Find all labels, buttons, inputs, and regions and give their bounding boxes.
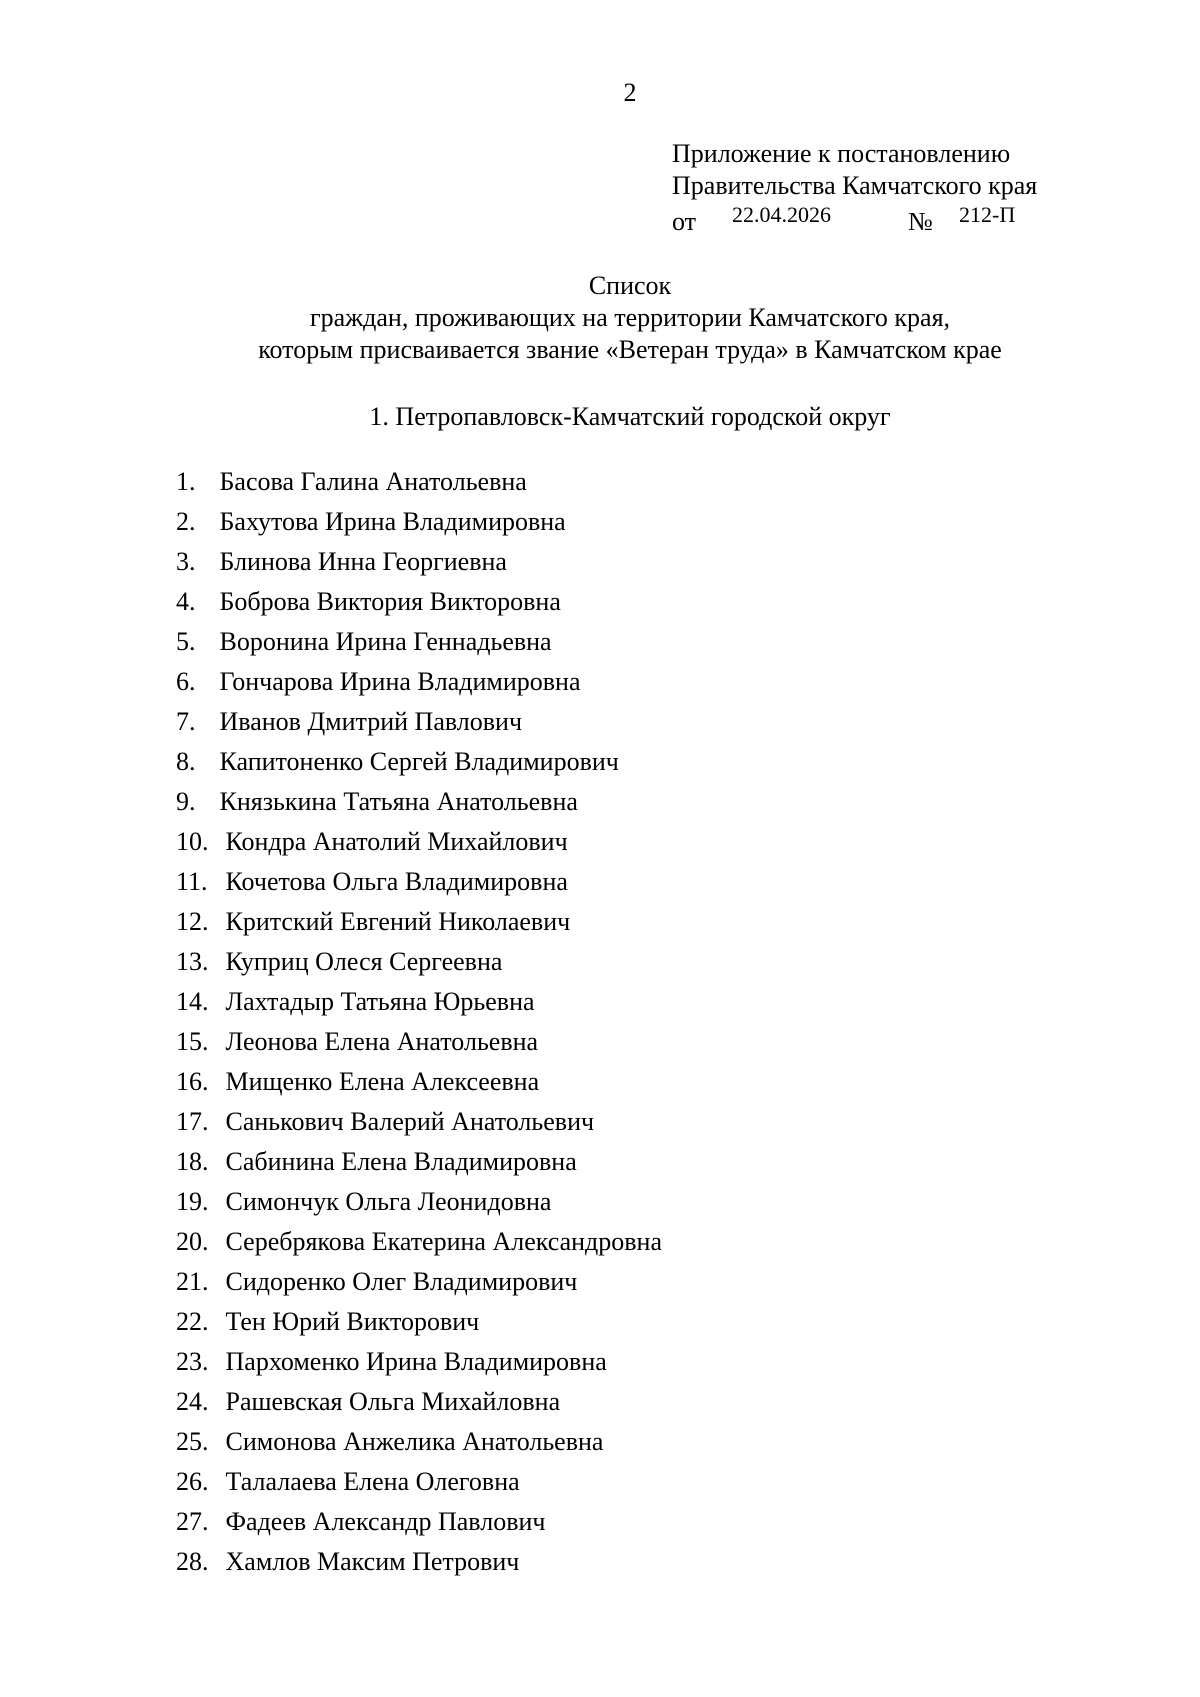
list-item (176, 1466, 662, 1506)
list-item-number: 26. (176, 1467, 209, 1496)
list-item-number: 15. (176, 1027, 209, 1056)
list-item-number: 22. (176, 1307, 209, 1336)
resolution-number: 212-П (959, 202, 1016, 227)
list-item (176, 1106, 662, 1146)
list-item-name: Критский Евгений Николаевич (225, 907, 571, 936)
list-item (176, 986, 662, 1026)
list-item (176, 906, 662, 946)
list-item-number: 23. (176, 1347, 209, 1376)
list-item (176, 666, 662, 706)
list-item-name: Тен Юрий Викторович (225, 1307, 480, 1336)
list-item-number: 7. (176, 707, 196, 736)
list-item-name: Воронина Ирина Геннадьевна (219, 627, 552, 656)
list-item-name: Гончарова Ирина Владимировна (219, 667, 581, 696)
list-item-number: 12. (176, 907, 209, 936)
list-item-name: Талалаева Елена Олеговна (225, 1467, 520, 1496)
list-item-name: Симонова Анжелика Анатольевна (225, 1427, 604, 1456)
list-item-name: Пархоменко Ирина Владимировна (225, 1347, 607, 1376)
list-item-number: 10. (176, 827, 209, 856)
appendix-block (672, 138, 1037, 234)
list-item-name: Князькина Татьяна Анатольевна (219, 787, 578, 816)
list-item-number: 4. (176, 587, 196, 616)
list-item-name: Блинова Инна Георгиевна (219, 547, 507, 576)
title-line-1: Список (588, 271, 672, 300)
list-item-number: 9. (176, 787, 196, 816)
list-item (176, 1026, 662, 1066)
list-item (176, 866, 662, 906)
list-item (176, 1266, 662, 1306)
list-item-number: 8. (176, 747, 196, 776)
list-item-number: 28. (176, 1547, 209, 1576)
title-line-3: которым присваивается звание «Ветеран труда» в Камчатском крае (258, 335, 1002, 364)
list-item-number: 16. (176, 1067, 209, 1096)
list-item (176, 1186, 662, 1226)
list-item (176, 546, 662, 586)
list-item-number: 21. (176, 1267, 209, 1296)
list-item (176, 1306, 662, 1346)
list-item-number: 6. (176, 667, 196, 696)
appendix-date-line (672, 202, 1037, 234)
list-item-name: Боброва Виктория Викторовна (219, 587, 561, 616)
list-item-name: Лахтадыр Татьяна Юрьевна (225, 987, 535, 1016)
list-item-number: 1. (176, 467, 196, 496)
list-item (176, 466, 662, 506)
list-item-number: 5. (176, 627, 196, 656)
list-item-name: Басова Галина Анатольевна (219, 467, 527, 496)
list-item-name: Капитоненко Сергей Владимирович (219, 747, 619, 776)
list-item-number: 17. (176, 1107, 209, 1136)
list-item (176, 706, 662, 746)
list-item (176, 1386, 662, 1426)
section-heading: 1. Петропавловск-Камчатский городской округ (369, 402, 891, 431)
list-item-number: 19. (176, 1187, 209, 1216)
list-item (176, 826, 662, 866)
list-item-number: 24. (176, 1387, 209, 1416)
from-label: от (672, 207, 697, 236)
list-item (176, 586, 662, 626)
title-line-2: граждан, проживающих на территории Камчатского края, (309, 303, 951, 332)
list-item-number: 2. (176, 507, 196, 536)
resolution-date: 22.04.2026 (732, 202, 831, 227)
list-item-number: 27. (176, 1507, 209, 1536)
appendix-line-2: Правительства Камчатского края (672, 171, 1038, 200)
list-item-name: Фадеев Александр Павлович (225, 1507, 546, 1536)
list-item (176, 946, 662, 986)
appendix-line-1: Приложение к постановлению (672, 139, 1011, 168)
list-item (176, 1506, 662, 1546)
list-item (176, 1346, 662, 1386)
list-item-number: 25. (176, 1427, 209, 1456)
list-item-name: Бахутова Ирина Владимировна (219, 507, 566, 536)
page-number: 2 (623, 78, 637, 107)
list-item (176, 1426, 662, 1466)
person-list (176, 466, 662, 1586)
list-item-number: 13. (176, 947, 209, 976)
list-item-name: Сабинина Елена Владимировна (225, 1147, 577, 1176)
document-title (0, 270, 1200, 366)
list-item-number: 14. (176, 987, 209, 1016)
list-item (176, 506, 662, 546)
list-item-name: Куприц Олеся Сергеевна (225, 947, 503, 976)
list-item-number: 18. (176, 1147, 209, 1176)
list-item-number: 11. (176, 867, 208, 896)
list-item-name: Сидоренко Олег Владимирович (225, 1267, 578, 1296)
list-item (176, 1546, 662, 1586)
list-item (176, 1226, 662, 1266)
list-item-name: Хамлов Максим Петрович (225, 1547, 520, 1576)
list-item-name: Мищенко Елена Алексеевна (225, 1067, 540, 1096)
list-item (176, 786, 662, 826)
list-item-name: Серебрякова Екатерина Александровна (225, 1227, 663, 1256)
list-item-name: Леонова Елена Анатольевна (225, 1027, 539, 1056)
list-item-name: Кондра Анатолий Михайлович (225, 827, 568, 856)
list-item-name: Санькович Валерий Анатольевич (225, 1107, 595, 1136)
list-item (176, 626, 662, 666)
list-item (176, 1146, 662, 1186)
list-item-name: Рашевская Ольга Михайловна (225, 1387, 561, 1416)
list-item-number: 3. (176, 547, 196, 576)
number-sign: № (908, 207, 933, 236)
list-item-name: Иванов Дмитрий Павлович (219, 707, 523, 736)
list-item-name: Симончук Ольга Леонидовна (225, 1187, 552, 1216)
list-item-name: Кочетова Ольга Владимировна (225, 867, 568, 896)
list-item (176, 746, 662, 786)
list-item-number: 20. (176, 1227, 209, 1256)
list-item (176, 1066, 662, 1106)
